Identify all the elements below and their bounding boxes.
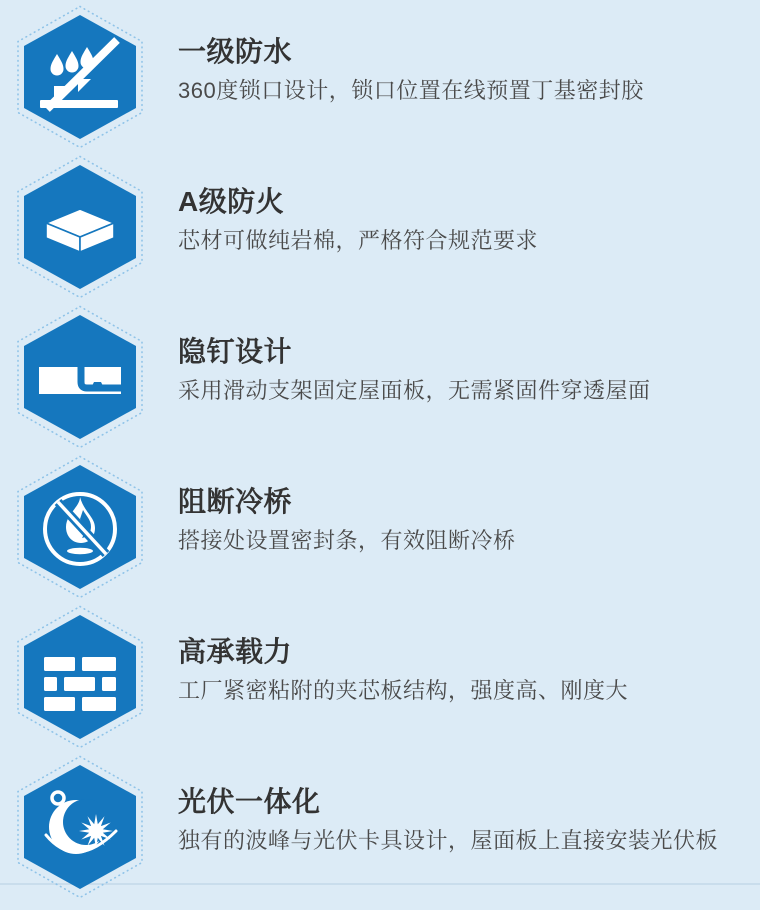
feature-item-waterproof xyxy=(0,2,760,152)
feature-description: 搭接处设置密封条，有效阻断冷桥 xyxy=(178,528,516,554)
brick-wall-icon xyxy=(12,603,148,751)
feature-text-block xyxy=(178,187,538,254)
feature-title: 隐钉设计 xyxy=(178,335,293,367)
waterproof-drops-icon xyxy=(12,3,148,151)
feature-description: 采用滑动支架固定屋面板，无需紧固件穿透屋面 xyxy=(178,378,651,404)
feature-item-load-capacity xyxy=(0,602,760,752)
solar-pv-crescent-icon xyxy=(12,753,148,901)
feature-text-block xyxy=(178,787,718,854)
feature-text-block xyxy=(178,337,651,404)
feature-item-pv-integration xyxy=(0,752,760,902)
feature-description: 芯材可做纯岩棉，严格符合规范要求 xyxy=(178,228,539,254)
no-cold-bridge-flame-icon xyxy=(12,453,148,601)
feature-item-fireproof xyxy=(0,152,760,302)
feature-description: 360度锁口设计，锁口位置在线预置丁基密封胶 xyxy=(178,78,644,104)
feature-description: 工厂紧密粘附的夹芯板结构，强度高、刚度大 xyxy=(178,678,629,704)
feature-title: A级防火 xyxy=(178,185,285,217)
feature-title: 阻断冷桥 xyxy=(178,485,293,517)
feature-item-hidden-fastener xyxy=(0,302,760,452)
feature-text-block xyxy=(178,637,628,704)
feature-text-block xyxy=(178,487,516,554)
fireproof-panel-icon xyxy=(12,153,148,301)
feature-title: 光伏一体化 xyxy=(178,785,321,817)
feature-item-cold-bridge xyxy=(0,452,760,602)
feature-text-block xyxy=(178,37,644,104)
feature-description: 独有的波峰与光伏卡具设计，屋面板上直接安装光伏板 xyxy=(178,828,719,854)
feature-title: 一级防水 xyxy=(178,35,293,67)
feature-title: 高承载力 xyxy=(178,635,293,667)
hidden-fastener-clip-icon xyxy=(12,303,148,451)
